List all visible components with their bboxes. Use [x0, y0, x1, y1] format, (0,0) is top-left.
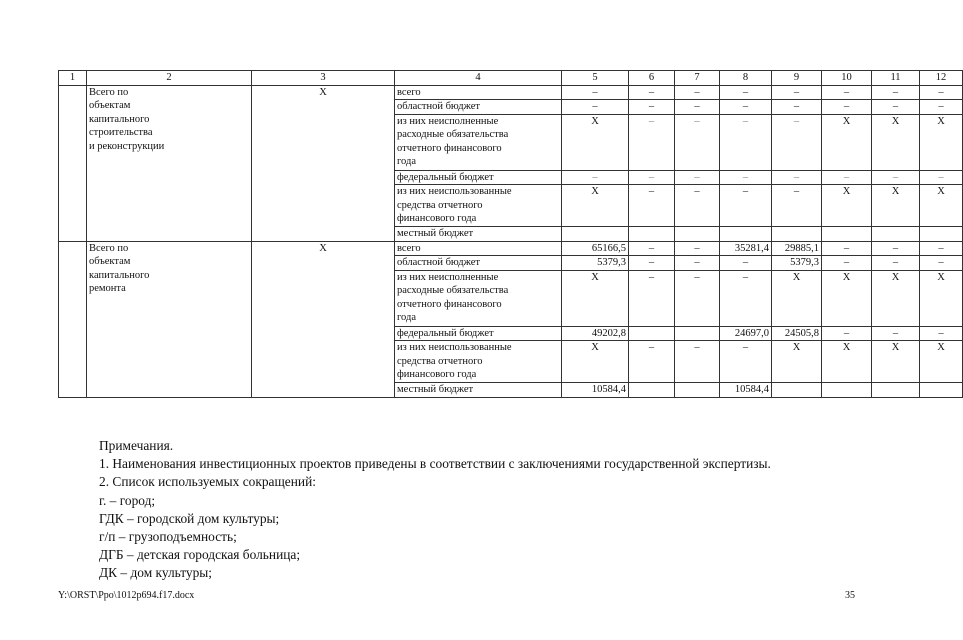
value-cell: – — [562, 100, 629, 115]
value-cell: – — [920, 170, 963, 185]
value-cell: – — [629, 270, 675, 326]
abbreviation-line: г/п – грузоподъемность; — [99, 529, 237, 545]
notes-section — [99, 437, 771, 583]
value-cell: 24505,8 — [772, 326, 822, 341]
budget-source-cell — [395, 326, 562, 341]
value-cell: Х — [872, 270, 920, 326]
column-number: 2 — [87, 71, 252, 86]
budget-source-line: из них неиспользованные — [397, 342, 512, 353]
abbreviation-line: ДГБ – детская городская больница; — [99, 547, 301, 563]
group-name-line: объектам — [89, 256, 131, 267]
value-cell: – — [772, 100, 822, 115]
value-cell: – — [822, 100, 872, 115]
budget-source-cell — [395, 341, 562, 383]
group-name-line: ремонта — [89, 283, 126, 294]
value-cell: Х — [562, 341, 629, 383]
budget-source-line: отчетного финансового — [397, 298, 502, 310]
value-cell: – — [675, 241, 720, 256]
abbreviation-line: ДК – дом культуры; — [99, 565, 213, 581]
group-name-line: Всего по — [89, 86, 129, 98]
value-cell: Х — [562, 114, 629, 170]
column-number: 11 — [872, 71, 920, 86]
value-cell: 29885,1 — [772, 241, 822, 256]
column-number: 8 — [720, 71, 772, 86]
value-cell: 24697,0 — [720, 326, 772, 341]
value-cell: – — [675, 270, 720, 326]
value-cell — [562, 227, 629, 242]
value-cell — [629, 326, 675, 341]
budget-source-line: областной бюджет — [397, 257, 480, 268]
value-cell — [822, 383, 872, 398]
value-cell: – — [920, 241, 963, 256]
value-cell — [675, 326, 720, 341]
value-cell: – — [720, 270, 772, 326]
value-cell: – — [562, 85, 629, 100]
column-number-row — [59, 71, 963, 86]
group-name-line: строительства — [89, 127, 153, 138]
budget-source-line: средства отчетного — [397, 355, 483, 367]
value-cell: – — [872, 85, 920, 100]
value-cell — [629, 383, 675, 398]
budget-source-line: средства отчетного — [397, 199, 483, 211]
budget-source-cell — [395, 383, 562, 398]
footer-file-path: Y:\ORST\Ppo\1012p694.f17.docx — [58, 590, 195, 601]
value-cell: Х — [562, 185, 629, 227]
value-cell: – — [720, 114, 772, 170]
budget-source-line: федеральный бюджет — [397, 171, 494, 183]
budget-source-cell — [395, 114, 562, 170]
value-cell: 49202,8 — [562, 326, 629, 341]
value-cell: Х — [920, 114, 963, 170]
value-cell: – — [822, 326, 872, 341]
value-cell: Х — [822, 185, 872, 227]
value-cell: – — [822, 85, 872, 100]
value-cell: – — [872, 326, 920, 341]
group-name-line: и реконструкции — [89, 140, 165, 152]
value-cell: 35281,4 — [720, 241, 772, 256]
value-cell: 65166,5 — [562, 241, 629, 256]
value-cell — [920, 383, 963, 398]
row-number-cell — [59, 241, 87, 397]
value-cell: – — [720, 256, 772, 271]
budget-source-line: местный бюджет — [397, 228, 474, 239]
footer-page-number: 35 — [845, 590, 855, 601]
budget-source-line: расходные обязательства — [397, 129, 509, 140]
value-cell — [675, 383, 720, 398]
abbreviation-line: г. – город; — [99, 492, 156, 508]
value-cell: Х — [822, 270, 872, 326]
value-cell: – — [675, 170, 720, 185]
value-cell — [629, 227, 675, 242]
value-cell: – — [772, 114, 822, 170]
value-cell: – — [629, 170, 675, 185]
column-number: 3 — [252, 71, 395, 86]
value-cell: – — [629, 256, 675, 271]
value-cell: Х — [920, 270, 963, 326]
budget-source-cell — [395, 100, 562, 115]
value-cell: Х — [822, 341, 872, 383]
group-name-cell — [87, 85, 252, 241]
budget-source-line: местный бюджет — [397, 384, 474, 395]
budget-source-line: финансового года — [397, 369, 477, 380]
budget-source-line: из них неисполненные — [397, 115, 499, 127]
value-cell: Х — [872, 185, 920, 227]
budget-source-line: областной бюджет — [397, 101, 480, 112]
abbreviation-line: ГДК – городской дом культуры; — [99, 510, 280, 526]
value-cell — [822, 227, 872, 242]
value-cell: – — [872, 100, 920, 115]
value-cell: – — [675, 100, 720, 115]
value-cell — [772, 227, 822, 242]
budget-source-line: из них неиспользованные — [397, 186, 512, 197]
value-cell: – — [920, 326, 963, 341]
value-cell — [772, 383, 822, 398]
value-cell: Х — [822, 114, 872, 170]
note-line: 2. Список используемых сокращений: — [99, 474, 316, 490]
value-cell: – — [629, 185, 675, 227]
budget-source-line: федеральный бюджет — [397, 327, 494, 339]
value-cell — [872, 383, 920, 398]
value-cell: – — [772, 85, 822, 100]
value-cell: – — [920, 85, 963, 100]
value-cell: – — [822, 241, 872, 256]
value-cell: – — [920, 100, 963, 115]
budget-source-line: года — [397, 312, 416, 323]
value-cell: Х — [920, 185, 963, 227]
column-number: 4 — [395, 71, 562, 86]
group-name-line: Всего по — [89, 242, 129, 254]
value-cell — [872, 227, 920, 242]
value-cell — [920, 227, 963, 242]
budget-source-line: расходные обязательства — [397, 285, 509, 296]
value-cell: – — [872, 170, 920, 185]
value-cell: 5379,3 — [562, 256, 629, 271]
row-number-cell — [59, 85, 87, 241]
value-cell: – — [629, 114, 675, 170]
value-cell: – — [720, 170, 772, 185]
value-cell — [675, 227, 720, 242]
document-page — [58, 70, 947, 398]
value-cell: – — [772, 170, 822, 185]
value-cell: – — [675, 85, 720, 100]
value-cell: 10584,4 — [720, 383, 772, 398]
budget-table — [58, 70, 963, 398]
value-cell: – — [872, 256, 920, 271]
note-line: 1. Наименования инвестиционных проектов приведены в соответствии с заключениями государственной экспертизы. — [99, 456, 771, 472]
value-cell: Х — [562, 270, 629, 326]
table-row — [59, 85, 963, 100]
budget-source-cell — [395, 241, 562, 256]
group-marker-cell: Х — [252, 241, 395, 397]
value-cell: – — [872, 241, 920, 256]
value-cell: – — [629, 241, 675, 256]
budget-source-line: из них неисполненные — [397, 271, 499, 283]
value-cell: – — [772, 185, 822, 227]
value-cell: – — [675, 256, 720, 271]
budget-source-line: всего — [397, 86, 421, 98]
budget-source-cell — [395, 270, 562, 326]
value-cell: – — [720, 100, 772, 115]
notes-title: Примечания. — [99, 438, 174, 453]
column-number: 12 — [920, 71, 963, 86]
value-cell: Х — [772, 341, 822, 383]
group-marker-cell: Х — [252, 85, 395, 241]
column-number: 1 — [59, 71, 87, 86]
value-cell: 10584,4 — [562, 383, 629, 398]
group-name-line: объектам — [89, 100, 131, 111]
value-cell: – — [562, 170, 629, 185]
value-cell: – — [720, 85, 772, 100]
value-cell: Х — [772, 270, 822, 326]
value-cell: – — [720, 341, 772, 383]
value-cell: – — [822, 170, 872, 185]
value-cell: – — [920, 256, 963, 271]
budget-source-line: всего — [397, 242, 421, 254]
budget-source-cell — [395, 170, 562, 185]
value-cell — [720, 227, 772, 242]
budget-source-cell — [395, 85, 562, 100]
value-cell: – — [720, 185, 772, 227]
value-cell: 5379,3 — [772, 256, 822, 271]
value-cell: – — [629, 100, 675, 115]
table-row — [59, 241, 963, 256]
value-cell: Х — [872, 114, 920, 170]
column-number: 10 — [822, 71, 872, 86]
budget-source-line: отчетного финансового — [397, 142, 502, 154]
value-cell: Х — [872, 341, 920, 383]
column-number: 6 — [629, 71, 675, 86]
value-cell: – — [629, 341, 675, 383]
value-cell: – — [675, 185, 720, 227]
value-cell: – — [675, 114, 720, 170]
value-cell: – — [675, 341, 720, 383]
budget-source-cell — [395, 185, 562, 227]
budget-source-cell — [395, 227, 562, 242]
column-number: 9 — [772, 71, 822, 86]
value-cell: Х — [920, 341, 963, 383]
column-number: 7 — [675, 71, 720, 86]
budget-source-line: финансового года — [397, 213, 477, 224]
budget-source-cell — [395, 256, 562, 271]
budget-source-line: года — [397, 156, 416, 167]
value-cell: – — [822, 256, 872, 271]
group-name-cell — [87, 241, 252, 397]
value-cell: – — [629, 85, 675, 100]
group-name-line: капитального — [89, 113, 150, 125]
group-name-line: капитального — [89, 269, 150, 281]
column-number: 5 — [562, 71, 629, 86]
